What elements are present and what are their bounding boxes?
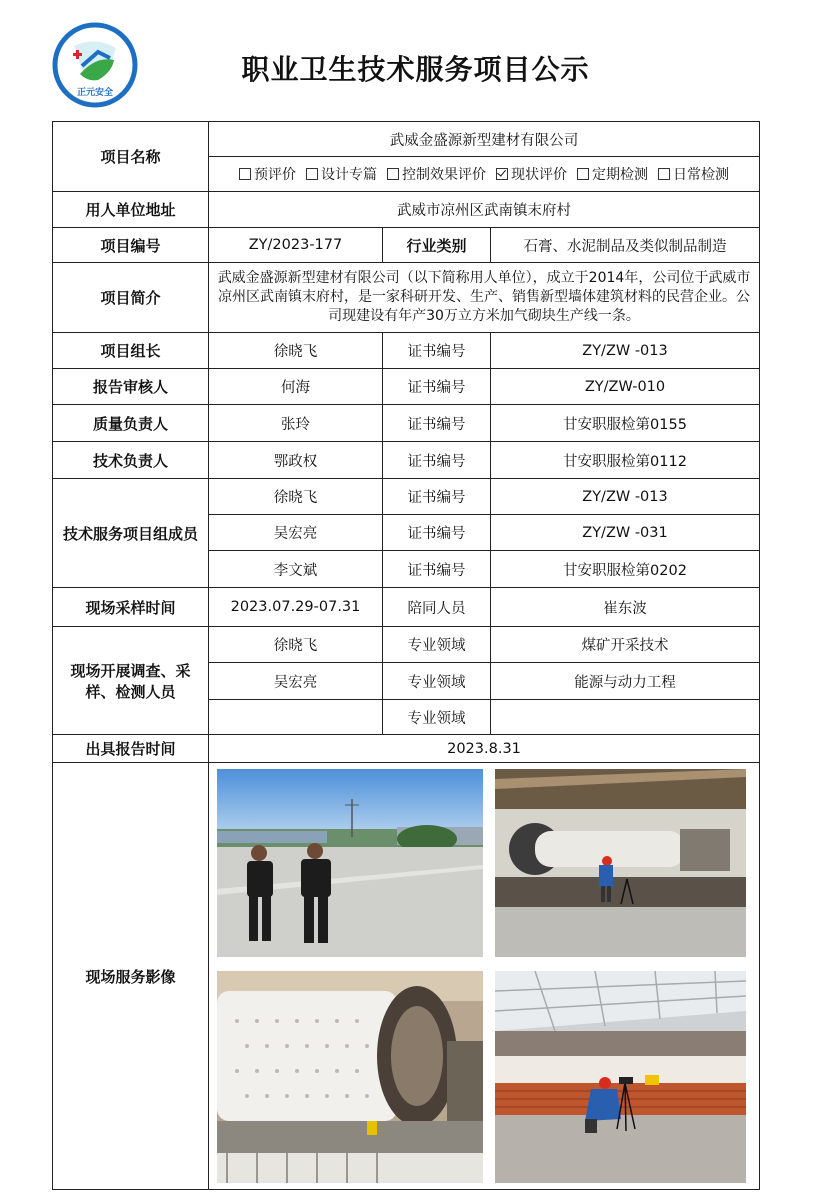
sampling-time-label: 现场采样时间 <box>53 588 209 627</box>
project-type-label: 控制效果评价 <box>402 167 486 183</box>
field-staff-label: 现场开展调查、采样、检测人员 <box>53 627 209 735</box>
project-number-value: ZY/2023-177 <box>209 228 383 263</box>
field-staff-name <box>209 700 383 735</box>
member-name: 徐晓飞 <box>209 479 383 515</box>
report-time-value: 2023.8.31 <box>209 735 760 763</box>
field-staff-name: 吴宏亮 <box>209 663 383 700</box>
project-type-label: 定期检测 <box>592 167 648 183</box>
checked-box-icon <box>496 168 508 180</box>
field-label: 专业领域 <box>383 663 491 700</box>
images-label: 现场服务影像 <box>53 763 209 1190</box>
member-cert-label: 证书编号 <box>383 515 491 551</box>
industry-value: 石膏、水泥制品及类似制品制造 <box>491 228 760 263</box>
member-cert-label: 证书编号 <box>383 551 491 588</box>
field-value: 煤矿开采技术 <box>491 627 760 663</box>
site-photo-measuring <box>495 971 746 1183</box>
project-type-label: 现状评价 <box>511 167 567 183</box>
tech-name: 鄂政权 <box>209 442 383 479</box>
field-label: 专业领域 <box>383 700 491 735</box>
field-staff-name: 徐晓飞 <box>209 627 383 663</box>
checkbox-icon <box>239 168 251 180</box>
site-photo-mill-closeup <box>217 971 483 1183</box>
member-cert: ZY/ZW -031 <box>491 515 760 551</box>
project-number-label: 项目编号 <box>53 228 209 263</box>
project-type-label: 日常检测 <box>673 167 729 183</box>
member-cert: 甘安职服检第0202 <box>491 551 760 588</box>
project-type-label: 设计专篇 <box>321 167 377 183</box>
tech-label: 技术负责人 <box>53 442 209 479</box>
leader-name: 徐晓飞 <box>209 333 383 369</box>
reviewer-label: 报告审核人 <box>53 369 209 405</box>
tech-cert: 甘安职服检第0112 <box>491 442 760 479</box>
companion-value: 崔东波 <box>491 588 760 627</box>
images-cell <box>209 763 760 1190</box>
leader-cert-label: 证书编号 <box>383 333 491 369</box>
quality-label: 质量负责人 <box>53 405 209 442</box>
tech-cert-label: 证书编号 <box>383 442 491 479</box>
quality-cert: 甘安职服检第0155 <box>491 405 760 442</box>
project-type-option <box>496 164 567 184</box>
project-type-option <box>306 164 377 184</box>
member-name: 李文斌 <box>209 551 383 588</box>
field-label: 专业领域 <box>383 627 491 663</box>
page-title: 职业卫生技术服务项目公示 <box>241 53 590 86</box>
leader-cert: ZY/ZW -013 <box>491 333 760 369</box>
checkbox-icon <box>387 168 399 180</box>
checkbox-icon <box>306 168 318 180</box>
project-type-option <box>239 164 296 184</box>
project-type-option <box>387 164 486 184</box>
quality-cert-label: 证书编号 <box>383 405 491 442</box>
industry-label: 行业类别 <box>383 228 491 263</box>
address-label: 用人单位地址 <box>53 192 209 228</box>
leader-label: 项目组长 <box>53 333 209 369</box>
sampling-time-value: 2023.07.29-07.31 <box>209 588 383 627</box>
project-name-label: 项目名称 <box>53 122 209 192</box>
field-value <box>491 700 760 735</box>
intro-label: 项目简介 <box>53 263 209 333</box>
project-type-option <box>577 164 648 184</box>
checkbox-icon <box>577 168 589 180</box>
reviewer-cert: ZY/ZW-010 <box>491 369 760 405</box>
field-value: 能源与动力工程 <box>491 663 760 700</box>
reviewer-cert-label: 证书编号 <box>383 369 491 405</box>
site-photo-mill <box>495 769 746 957</box>
member-cert-label: 证书编号 <box>383 479 491 515</box>
site-photo-outdoor <box>217 769 483 957</box>
logo-text: 正元安全 <box>76 88 114 98</box>
members-label: 技术服务项目组成员 <box>53 479 209 588</box>
report-time-label: 出具报告时间 <box>53 735 209 763</box>
project-type-option <box>658 164 729 184</box>
companion-label: 陪同人员 <box>383 588 491 627</box>
reviewer-name: 何海 <box>209 369 383 405</box>
project-name-value: 武威金盛源新型建材有限公司 <box>209 122 760 157</box>
project-type-options <box>209 157 760 192</box>
member-name: 吴宏亮 <box>209 515 383 551</box>
member-cert: ZY/ZW -013 <box>491 479 760 515</box>
intro-value: 武威金盛源新型建材有限公司（以下简称用人单位），成立于2014年，公司位于武威市凉州区武南镇末府村，是一家科研开发、生产、销售新型墙体建筑材料的民营企业。公司现建设有年产30万立方米加气砌块生产线一条。 <box>209 263 760 333</box>
project-table <box>52 121 760 1190</box>
project-type-label: 预评价 <box>254 167 296 183</box>
checkbox-icon <box>658 168 670 180</box>
quality-name: 张玲 <box>209 405 383 442</box>
address-value: 武威市凉州区武南镇末府村 <box>209 192 760 228</box>
